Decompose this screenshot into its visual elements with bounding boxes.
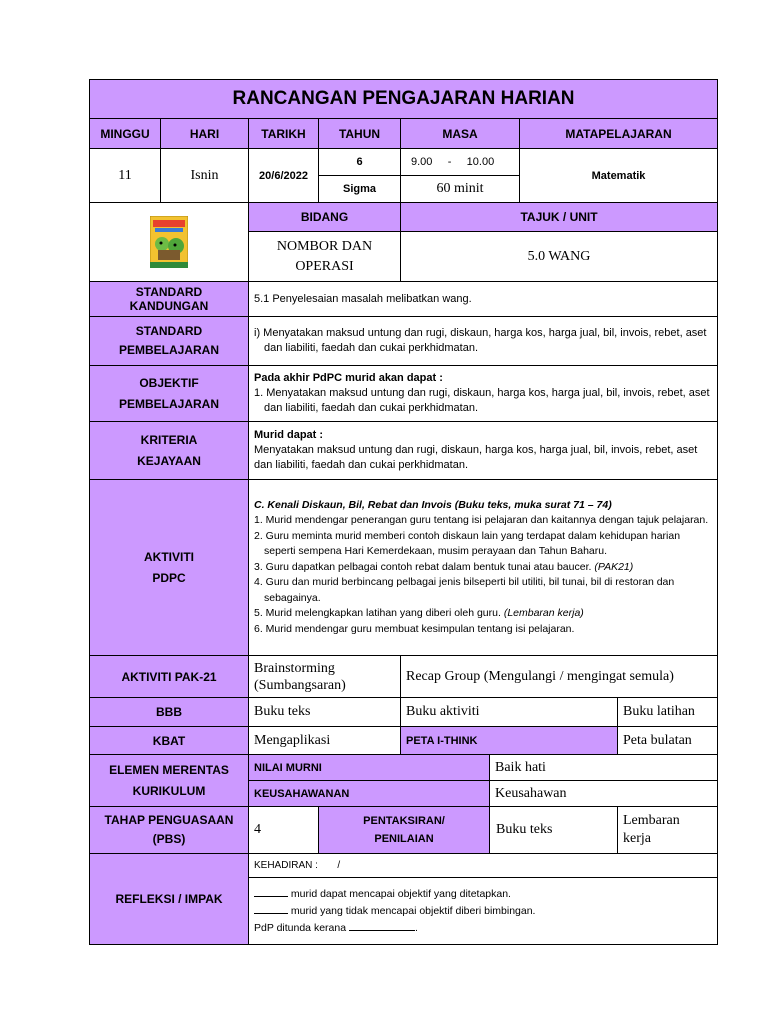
refleksi-line-2: murid yang tidak mencapai objektif diberi bimbingan. <box>290 904 536 917</box>
peta-ithink-value: Peta bulatan <box>618 727 718 755</box>
tajuk-value: 5.0 WANG <box>401 232 718 282</box>
tempoh-value: 60 minit <box>401 176 520 203</box>
header-minggu: MINGGU <box>90 119 161 149</box>
aktiviti-step-5: 5. Murid melengkapkan latihan yang diberi oleh guru. <box>254 607 501 620</box>
hari-value: Isnin <box>161 149 249 203</box>
textbook-cover-cell <box>90 203 249 282</box>
standard-pembelajaran-value: i) Menyatakan maksud untung dan rugi, diskaun, harga kos, harga jual, bil, invois, rebet, aset dan liabiliti, faedah dan cukai perkhidmatan. <box>249 317 718 366</box>
kehadiran-sep: / <box>337 860 341 871</box>
refleksi-line-1-wrap <box>254 886 712 903</box>
refleksi-line-1: murid dapat mencapai objektif yang ditetapkan. <box>290 887 511 900</box>
blank-line-3 <box>349 930 415 931</box>
aktiviti-step-3-wrap <box>254 560 712 576</box>
aktiviti-cell <box>249 480 718 656</box>
aktiviti-step-1: 1. Murid mendengar penerangan guru tentang isi pelajaran dan kaitannya dengan tajuk pelajaran. <box>254 514 709 527</box>
aktiviti-step-5-wrap <box>254 606 712 622</box>
standard-kandungan-label: STANDARD KANDUNGAN <box>90 282 249 317</box>
kriteria-cell <box>249 422 718 480</box>
pak21-value-1: Brainstorming (Sumbangsaran) <box>249 656 401 698</box>
bbb-item-1: Buku teks <box>249 698 401 727</box>
kbat-value: Mengaplikasi <box>249 727 401 755</box>
aktiviti-label-1: AKTIVITI <box>144 549 194 564</box>
kriteria-intro: Murid dapat : <box>254 429 324 441</box>
pentaksiran-value-2: Lembaran kerja <box>618 807 718 854</box>
blank-line-2 <box>254 913 288 914</box>
refleksi-line-3-end: . <box>414 921 418 934</box>
kriteria-value: Menyatakan maksud untung dan rugi, diskaun, harga kos, harga jual, bil, invois, rebet, aset dan liabiliti, faedah dan cukai perkhidmatan. <box>254 444 698 471</box>
minggu-value: 11 <box>90 149 161 203</box>
tahap-label: TAHAP PENGUASAAN (PBS) <box>90 807 249 854</box>
kbat-label: KBAT <box>90 727 249 755</box>
masa-mula: 9.00 <box>411 156 433 168</box>
standard-pembelajaran-label: STANDARD PEMBELAJARAN <box>90 317 249 366</box>
tajuk-label: TAJUK / UNIT <box>401 203 718 232</box>
refleksi-line-2-wrap <box>254 903 712 920</box>
aktiviti-heading: C. Kenali Diskaun, Bil, Rebat dan Invois (Buku teks, muka surat 71 – 74) <box>254 498 612 511</box>
masa-range <box>401 149 520 176</box>
nilai-murni-value: Baik hati <box>490 755 718 781</box>
objektif-item: 1. Menyatakan maksud untung dan rugi, diskaun, harga kos, harga jual, bil, invois, rebet, aset dan liabiliti, faedah dan cukai perkhidmatan. <box>254 387 710 414</box>
masa-sep: - <box>447 156 452 168</box>
tarikh-value: 20/6/2022 <box>249 149 319 203</box>
pak21-label: AKTIVITI PAK-21 <box>90 656 249 698</box>
aktiviti-step-3-note: (PAK21) <box>594 560 634 573</box>
tahun-value: 6 <box>319 149 401 176</box>
aktiviti-step-3: 3. Guru dapatkan pelbagai contoh rebat dalam bentuk tunai atau baucer. <box>254 560 592 573</box>
aktiviti-step-5-note: (Lembaran kerja) <box>503 607 584 620</box>
masa-tamat: 10.00 <box>466 156 495 168</box>
refleksi-line-3-wrap <box>254 920 712 937</box>
bbb-item-2: Buku aktiviti <box>401 698 618 727</box>
emk-label: ELEMEN MERENTAS KURIKULUM <box>90 755 249 807</box>
keusahawanan-label: KEUSAHAWANAN <box>249 781 490 807</box>
bidang-label: BIDANG <box>249 203 401 232</box>
objektif-cell <box>249 366 718 422</box>
refleksi-line-3: PdP ditunda kerana <box>254 921 347 934</box>
aktiviti-label-2: PDPC <box>152 570 186 585</box>
peta-ithink-label: PETA I-THINK <box>401 727 618 755</box>
book-cover-image <box>150 216 188 268</box>
header-matapelajaran: MATAPELAJARAN <box>520 119 718 149</box>
lesson-plan-table <box>89 79 718 945</box>
kelas-value: Sigma <box>319 176 401 203</box>
header-tahun: TAHUN <box>319 119 401 149</box>
tahap-value: 4 <box>249 807 319 854</box>
pak21-value-2: Recap Group (Mengulangi / mengingat semula) <box>401 656 718 698</box>
kehadiran-label: KEHADIRAN : <box>254 860 318 871</box>
refleksi-cell <box>249 878 718 945</box>
objektif-intro: Pada akhir PdPC murid akan dapat : <box>254 372 443 384</box>
header-hari: HARI <box>161 119 249 149</box>
keusahawanan-value: Keusahawan <box>490 781 718 807</box>
matapelajaran-value: Matematik <box>520 149 718 203</box>
pentaksiran-label: PENTAKSIRAN/ PENILAIAN <box>319 807 490 854</box>
aktiviti-label <box>90 480 249 656</box>
standard-kandungan-value: 5.1 Penyelesaian masalah melibatkan wang. <box>249 282 718 317</box>
objektif-label: OBJEKTIF PEMBELAJARAN <box>90 366 249 422</box>
aktiviti-step-4: 4. Guru dan murid berbincang pelbagai jenis bilseperti bil utiliti, bil tunai, bil di restoran dan sebagainya. <box>254 576 675 604</box>
aktiviti-step-2: 2. Guru meminta murid memberi contoh diskaun lain yang terdapat dalam kehidupan harian seperti sempena Hari Kemerdekaan, musim perayaan dan Tahun Baharu. <box>254 529 681 558</box>
page-title: RANCANGAN PENGAJARAN HARIAN <box>90 80 718 119</box>
nilai-murni-label: NILAI MURNI <box>249 755 490 781</box>
kehadiran-cell <box>249 854 718 878</box>
refleksi-label: REFLEKSI / IMPAK <box>90 854 249 945</box>
bidang-value: NOMBOR DAN OPERASI <box>249 232 401 282</box>
kriteria-label: KRITERIA KEJAYAAN <box>90 422 249 480</box>
bbb-label: BBB <box>90 698 249 727</box>
blank-line-1 <box>254 896 288 897</box>
header-tarikh: TARIKH <box>249 119 319 149</box>
aktiviti-step-6: 6. Murid mendengar guru membuat kesimpulan tentang isi pelajaran. <box>254 622 575 635</box>
bbb-item-3: Buku latihan <box>618 698 718 727</box>
header-masa: MASA <box>401 119 520 149</box>
pentaksiran-value-1: Buku teks <box>490 807 618 854</box>
